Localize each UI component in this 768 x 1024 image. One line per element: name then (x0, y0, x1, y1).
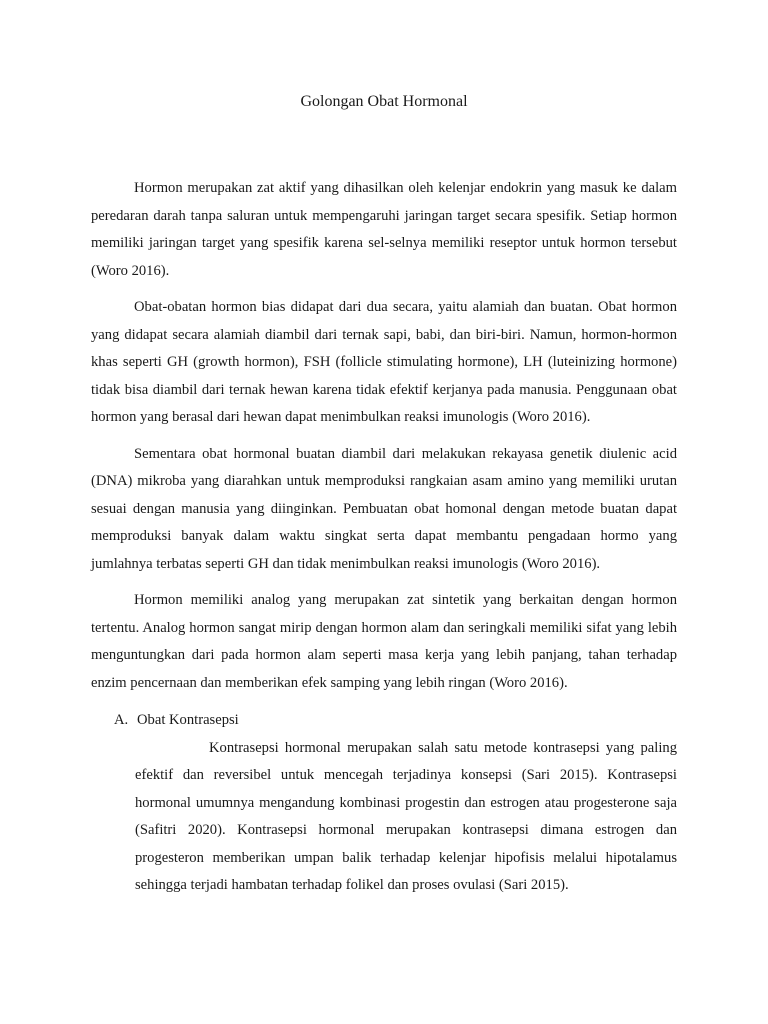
section-obat-kontrasepsi (91, 707, 677, 900)
section-heading-text: Obat Kontrasepsi (137, 712, 239, 728)
paragraph-2: Obat-obatan hormon bias didapat dari dua secara, yaitu alamiah dan buatan. Obat hormon yang didapat secara alamiah diambil dari ternak sapi, babi, dan biri-biri. Namun, hormon-hormon khas seperti GH (growth hormon), FSH (follicle stimulating hormone), LH (luteinizing hormone) tidak bisa diambil dari ternak hewan karena tidak efektif kerjanya pada manusia. Penggunaan obat hormon yang berasal dari hewan dapat menimbulkan reaksi imunologis (Woro 2016). (91, 299, 677, 425)
paragraph-1: Hormon merupakan zat aktif yang dihasilkan oleh kelenjar endokrin yang masuk ke dalam peredaran darah tanpa saluran untuk mempengaruhi jaringan target secara spesifik. Setiap hormon memiliki jaringan target yang spesifik karena sel-selnya memiliki reseptor untuk hormon tersebut (Woro 2016). (91, 180, 677, 279)
section-paragraph: Kontrasepsi hormonal merupakan salah satu metode kontrasepsi yang paling efektif dan reversibel untuk mencegah terjadinya konsepsi (Sari 2015). Kontrasepsi hormonal umumnya mengandung kombinasi progestin dan estrogen atau progesterone saja (Safitri 2020). Kontrasepsi hormonal merupakan kontrasepsi dimana estrogen dan progesteron memberikan umpan balik terhadap kelenjar hipofisis melalui hipotalamus sehingga terjadi hambatan terhadap folikel dan proses ovulasi (Sari 2015). (135, 739, 677, 893)
paragraph-3: Sementara obat hormonal buatan diambil dari melakukan rekayasa genetik diulenic acid (DNA) mikroba yang diarahkan untuk memproduksi rangkaian asam amino yang memiliki urutan sesuai dengan manusia yang diinginkan. Pembuatan obat homonal dengan metode buatan dapat memproduksi banyak dalam waktu singkat serta dapat membantu pengadaan hormo yang jumlahnya terbatas seperti GH dan tidak menimbulkan reaksi imunologis (Woro 2016). (91, 445, 677, 572)
document-title: Golongan Obat Hormonal (300, 93, 468, 110)
section-heading (114, 707, 677, 735)
paragraph-4: Hormon memiliki analog yang merupakan zat sintetik yang berkaitan dengan hormon tertentu. Analog hormon sangat mirip dengan hormon alam dan seringkali memiliki sifat yang lebih menguntungkan dari pada hormon alam seperti masa kerja yang lebih panjang, tahan terhadap enzim pencernaan dan memberikan efek samping yang lebih ringan (Woro 2016). (91, 592, 677, 691)
document-body (91, 175, 677, 900)
section-letter: A. (114, 712, 129, 728)
